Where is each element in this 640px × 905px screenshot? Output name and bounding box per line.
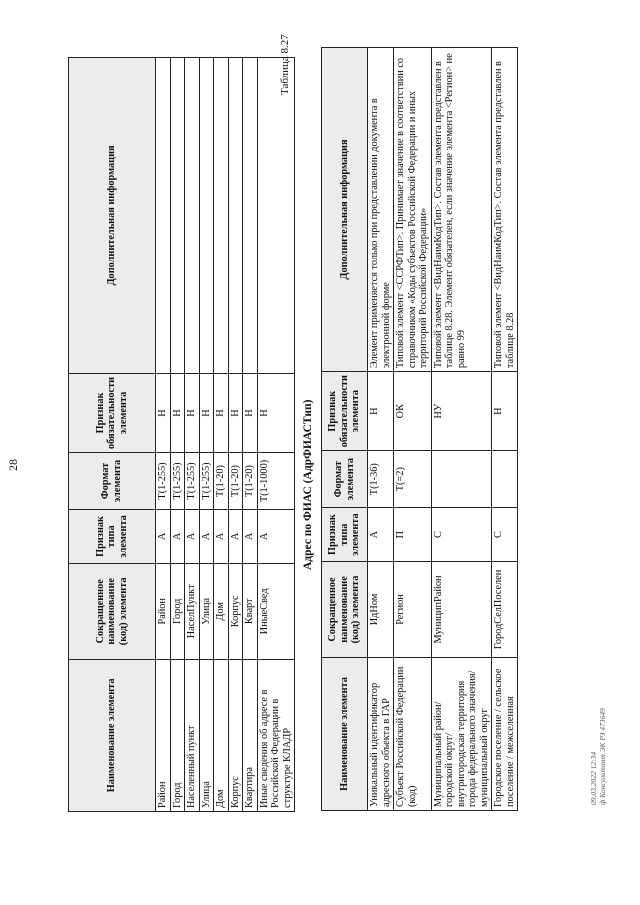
header-cell: Признак обязательности элемента bbox=[322, 372, 368, 451]
table-cell bbox=[185, 58, 200, 374]
table-header-row bbox=[69, 58, 156, 812]
table-cell: T(1-1000) bbox=[257, 453, 295, 510]
table-cell: А bbox=[257, 509, 295, 563]
table-cell: А bbox=[228, 509, 243, 563]
table-cell: Типовой элемент <ВидНаимКодТип>. Состав элемента представлен в таблице 8.28 bbox=[492, 48, 518, 372]
table-cell bbox=[431, 451, 492, 508]
header-cell: Наименование элемента bbox=[322, 657, 368, 810]
table-cell: Н bbox=[156, 373, 171, 452]
table-cell: T(1-255) bbox=[156, 453, 171, 510]
table-header-row bbox=[322, 48, 368, 811]
header-cell: Сокращенное наименование (код) элемента bbox=[322, 562, 368, 658]
table-row bbox=[228, 58, 243, 812]
table-cell: ИдНом bbox=[368, 562, 394, 658]
table-cell: T(1-255) bbox=[170, 453, 185, 510]
table-cell: МуниципРайон bbox=[431, 562, 492, 658]
header-cell: Формат элемента bbox=[69, 453, 156, 510]
table-cell: Населенный пункт bbox=[185, 659, 200, 811]
header-cell: Признак обязательности элемента bbox=[69, 373, 156, 452]
table-cell: ОК bbox=[394, 372, 432, 451]
table-cell: Корпус bbox=[228, 659, 243, 811]
table-cell: А bbox=[156, 509, 171, 563]
table-row bbox=[394, 48, 432, 811]
table-number-label: Таблица 8.27 bbox=[279, 34, 291, 95]
table-cell: Н bbox=[199, 373, 214, 452]
table-cell: Район bbox=[156, 659, 171, 811]
table-cell: T(1-20) bbox=[243, 453, 258, 510]
table-cell: Н bbox=[228, 373, 243, 452]
table-cell: T(1-36) bbox=[368, 451, 394, 508]
header-cell: Дополнительная информация bbox=[69, 58, 156, 374]
table-title: Адрес по ФИАС (АдрФИАСТип) bbox=[302, 399, 314, 570]
table-cell: А bbox=[243, 509, 258, 563]
table-cell: Город bbox=[170, 563, 185, 659]
table-cell: Н bbox=[492, 372, 518, 451]
table-cell: Иные сведения об адресе в Российской Федерации в структуре КЛАДР bbox=[257, 659, 295, 811]
table-cell: Улица bbox=[199, 659, 214, 811]
table-cell: T(=2) bbox=[394, 451, 432, 508]
table-cell: Район bbox=[156, 563, 171, 659]
table-cell: С bbox=[492, 508, 518, 562]
table-cell: С bbox=[431, 508, 492, 562]
table-cell: Элемент применяется только при представлении документа в электронной форме bbox=[368, 48, 394, 372]
document-stamp bbox=[589, 708, 608, 805]
table-cell: НаселПункт bbox=[185, 563, 200, 659]
table-cell: ГородСелПоселен bbox=[492, 562, 518, 658]
table-cell: Н bbox=[257, 373, 295, 452]
table-cell bbox=[492, 451, 518, 508]
table-row bbox=[170, 58, 185, 812]
address-kladr-table bbox=[68, 57, 295, 812]
table-cell bbox=[199, 58, 214, 374]
table-cell bbox=[243, 58, 258, 374]
table-cell: Дом bbox=[214, 659, 229, 811]
table-cell: А bbox=[199, 509, 214, 563]
table-cell: Город bbox=[170, 659, 185, 811]
address-fias-table bbox=[321, 47, 518, 811]
header-cell: Сокращенное наименование (код) элемента bbox=[69, 563, 156, 659]
table-cell: Н bbox=[368, 372, 394, 451]
table-cell: Улица bbox=[199, 563, 214, 659]
table-cell: Корпус bbox=[228, 563, 243, 659]
table-row bbox=[185, 58, 200, 812]
table-cell bbox=[170, 58, 185, 374]
table-cell: Н bbox=[170, 373, 185, 452]
table-cell: T(1-255) bbox=[185, 453, 200, 510]
table-cell: А bbox=[368, 508, 394, 562]
table-cell: T(1-20) bbox=[214, 453, 229, 510]
header-cell: Дополнительная информация bbox=[322, 48, 368, 372]
table-cell: Кварт bbox=[243, 563, 258, 659]
table-cell bbox=[257, 58, 295, 374]
table-row bbox=[492, 48, 518, 811]
table-cell: Типовой элемент <ССРФТип>. Принимает значение в соответствии со справочником «Коды субъектов Российской Федерации и иных территорий Российской Федерации» bbox=[394, 48, 432, 372]
table-row bbox=[156, 58, 171, 812]
table-row bbox=[199, 58, 214, 812]
table-cell: НУ bbox=[431, 372, 492, 451]
table-row bbox=[431, 48, 492, 811]
table-cell: Муниципальный район/ городской округ/ внутригородская территория города федерального значения/ муниципальный округ bbox=[431, 657, 492, 810]
table-cell: Н bbox=[243, 373, 258, 452]
table-cell: Субъект Российской Федерации (код) bbox=[394, 657, 432, 810]
table-cell: ИныеСвед bbox=[257, 563, 295, 659]
table-cell bbox=[228, 58, 243, 374]
table-cell: T(1-20) bbox=[228, 453, 243, 510]
header-cell: Признак типа элемента bbox=[322, 508, 368, 562]
header-cell: Признак типа элемента bbox=[69, 509, 156, 563]
header-cell: Наименование элемента bbox=[69, 659, 156, 811]
table-row bbox=[368, 48, 394, 811]
header-cell: Формат элемента bbox=[322, 451, 368, 508]
table-cell: Квартира bbox=[243, 659, 258, 811]
table-cell: А bbox=[170, 509, 185, 563]
table-cell: T(1-255) bbox=[199, 453, 214, 510]
stamp-line: 09.03.2022 12:34 bbox=[589, 751, 598, 805]
table-cell: Типовой элемент <ВидНаимКодТип>. Состав элемента представлен в таблице 8.28. Элемент обязателен, если значение элемента <Регион> не равно 99 bbox=[431, 48, 492, 372]
table-cell: А bbox=[214, 509, 229, 563]
stamp-line: ф Консультант ЭК РЗ 473649 bbox=[598, 708, 608, 805]
table-cell: Регион bbox=[394, 562, 432, 658]
table-cell: П bbox=[394, 508, 432, 562]
table-row bbox=[243, 58, 258, 812]
table-cell: Н bbox=[214, 373, 229, 452]
table-row bbox=[214, 58, 229, 812]
table-cell: Н bbox=[185, 373, 200, 452]
table-cell: Городское поселение / сельское поселение / межселенная bbox=[492, 657, 518, 810]
page-number: 28 bbox=[6, 459, 20, 471]
table-cell bbox=[214, 58, 229, 374]
table-cell: А bbox=[185, 509, 200, 563]
table-cell: Дом bbox=[214, 563, 229, 659]
table-cell bbox=[156, 58, 171, 374]
table-row bbox=[257, 58, 295, 812]
table-cell: Уникальный идентификатор адресного объекта в ГАР bbox=[368, 657, 394, 810]
